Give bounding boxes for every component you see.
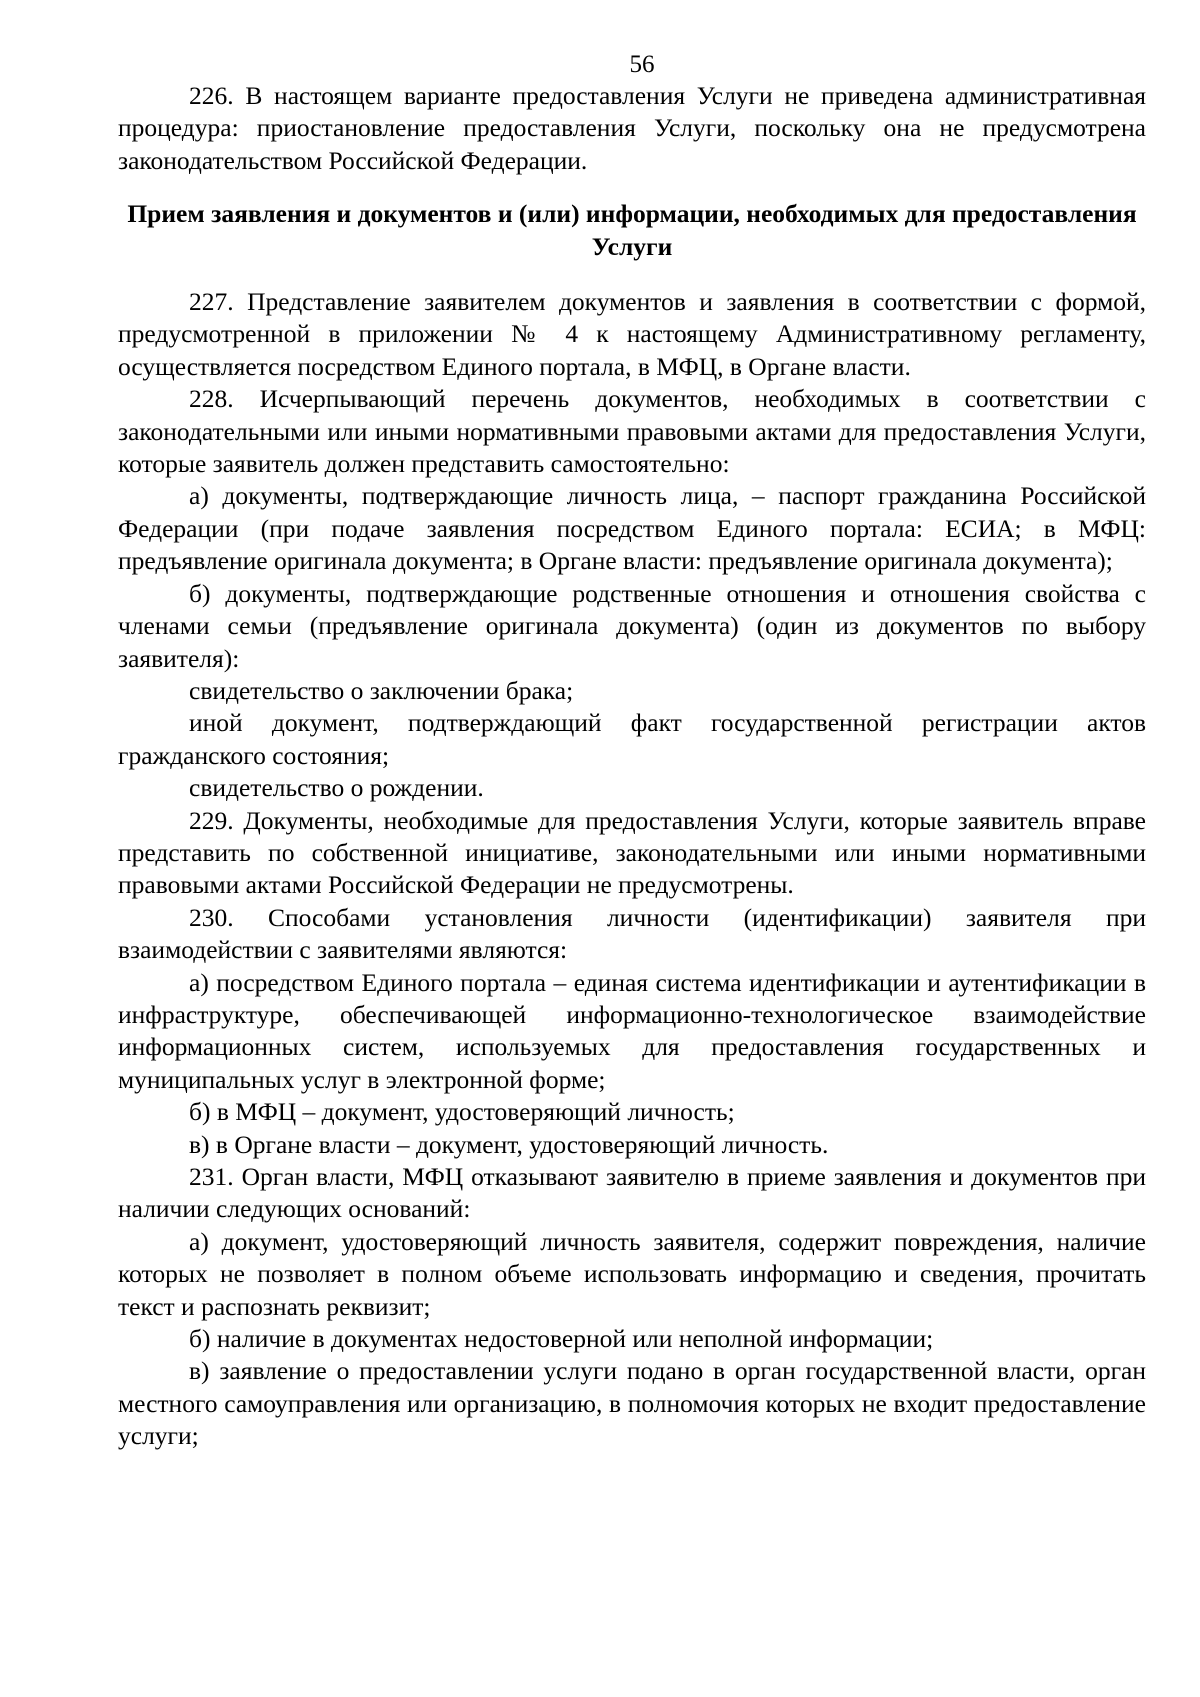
paragraph-231-c: в) заявление о предоставлении услуги подано в орган государственной власти, орган местного самоуправления или организацию, в полномочия которых не входит предоставление услуги; [118,1356,1146,1451]
paragraph-231: 231. Орган власти, МФЦ отказывают заявителю в приеме заявления и документов при наличии следующих оснований: [118,1162,1146,1224]
paragraph-230-b: б) в МФЦ – документ, удостоверяющий личность; [189,1097,735,1127]
list-item-other-document: иной документ, подтверждающий факт государственной регистрации актов гражданского состояния; [118,708,1146,770]
paragraph-228: 228. Исчерпывающий перечень документов, необходимых в соответствии с законодательными или иными нормативными правовыми актами для предоставления Услуги, которые заявитель должен представить самостоятельно: [118,384,1146,479]
paragraph-229: 229. Документы, необходимые для предоставления Услуги, которые заявитель вправе представить по собственной инициативе, законодательными или иными нормативными правовыми актами Российской Федерации не предусмотрены. [118,805,1146,900]
section-heading: Прием заявления и документов и (или) информации, необходимых для предоставления Услуги [127,199,1137,261]
paragraph-231-a: а) документ, удостоверяющий личность заявителя, содержит повреждения, наличие которых не позволяет в полном объеме использовать информацию и сведения, прочитать текст и распознать реквизит; [118,1226,1146,1321]
document-page [118,50,1146,1453]
paragraph-230-c: в) в Органе власти – документ, удостоверяющий личность. [189,1129,829,1159]
paragraph-230: 230. Способами установления личности (идентификации) заявителя при взаимодействии с заявителями являются: [118,902,1146,965]
paragraph-226: 226. В настоящем варианте предоставления Услуги не приведена административная процедура: приостановление предоставления Услуги, поскольку она не предусмотрена законодательством Российской Федерации. [118,81,1146,175]
list-item-marriage-certificate: свидетельство о заключении брака; [189,675,574,705]
paragraph-228-a: а) документы, подтверждающие личность лица, – паспорт гражданина Российской Федерации (при подаче заявления посредством Единого портала: ЕСИА; в МФЦ: предъявление оригинала документа; в Органе власти: предъявление оригинала документа); [118,481,1146,576]
paragraph-230-a: а) посредством Единого портала – единая система идентификации и аутентификации в инфраструктуре, обеспечивающей информационно-технологическое взаимодействие информационных систем, используемых для предоставления государственных и муниципальных услуг в электронной форме; [118,967,1146,1094]
paragraph-228-b: б) документы, подтверждающие родственные отношения и отношения свойства с членами семьи (предъявление оригинала документа) (один из документов по выбору заявителя): [118,578,1146,673]
document-body [118,80,1146,1453]
page-number: 56 [629,51,655,78]
paragraph-227: 227. Представление заявителем документов и заявления в соответствии с формой, предусмотренной в приложении № 4 к настоящему Административному регламенту, осуществляется посредством Единого портала, в МФЦ, в Органе власти. [118,287,1146,381]
list-item-birth-certificate: свидетельство о рождении. [189,773,484,803]
paragraph-231-b: б) наличие в документах недостоверной или неполной информации; [189,1324,934,1354]
